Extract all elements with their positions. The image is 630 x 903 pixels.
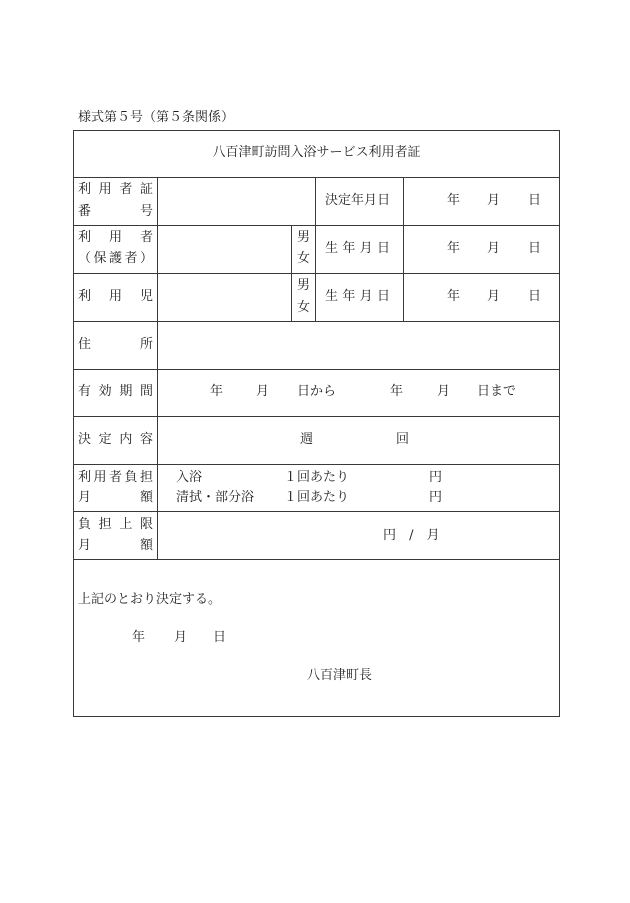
label-char: 上 bbox=[119, 517, 133, 532]
validity-from-year: 年 bbox=[210, 384, 224, 399]
label-char: 決 bbox=[78, 432, 92, 447]
label-char: 年 bbox=[351, 193, 365, 208]
label-char: ） bbox=[139, 251, 153, 266]
guardian-label bbox=[78, 251, 153, 267]
validity-period-label bbox=[78, 384, 153, 400]
label-char: 住 bbox=[78, 337, 92, 352]
copay-currency: 円 bbox=[429, 490, 443, 505]
label-char: 護 bbox=[108, 251, 122, 266]
label-char: 期 bbox=[119, 384, 133, 399]
user-birth-year: 年 bbox=[447, 241, 461, 256]
child-birth-year: 年 bbox=[447, 289, 461, 304]
certificate-number-label bbox=[78, 182, 153, 198]
copay-service: 清拭・部分浴 bbox=[176, 490, 255, 505]
column-divider bbox=[315, 177, 316, 321]
decision-statement: 上記のとおり決定する。 bbox=[78, 592, 222, 607]
label-char: 限 bbox=[139, 517, 153, 532]
decision-content-times: 回 bbox=[396, 432, 410, 447]
row-divider bbox=[73, 225, 560, 226]
label-char: 者 bbox=[124, 251, 138, 266]
issue-date-year: 年 bbox=[132, 630, 146, 645]
child-sex-male: 男 bbox=[297, 278, 311, 293]
label-char: 利 bbox=[78, 230, 92, 245]
user-label bbox=[78, 230, 153, 246]
label-char: 月 bbox=[359, 289, 373, 304]
row-divider bbox=[73, 369, 560, 370]
label-char: 決 bbox=[325, 193, 339, 208]
label-char: 保 bbox=[93, 251, 107, 266]
label-char: 容 bbox=[139, 432, 153, 447]
decision-date-month: 月 bbox=[487, 193, 501, 208]
label-char: 月 bbox=[78, 538, 92, 553]
label-char: 額 bbox=[139, 538, 153, 553]
copay-currency: 円 bbox=[429, 470, 443, 485]
user-copay-label bbox=[78, 470, 153, 486]
label-char: 用 bbox=[108, 230, 122, 245]
form-number: 様式第５号（第５条関係） bbox=[78, 110, 235, 125]
user-sex-male: 男 bbox=[297, 230, 311, 245]
row-divider bbox=[73, 464, 560, 465]
label-char: 生 bbox=[325, 241, 339, 256]
validity-to-month: 月 bbox=[437, 384, 451, 399]
address-label bbox=[78, 337, 153, 353]
label-char: 者 bbox=[108, 470, 122, 485]
label-char: 日 bbox=[376, 289, 390, 304]
label-char: 内 bbox=[119, 432, 133, 447]
label-char: 年 bbox=[342, 241, 356, 256]
label-char: 月 bbox=[364, 193, 378, 208]
issue-date-month: 月 bbox=[174, 630, 188, 645]
decision-content-week: 週 bbox=[300, 432, 314, 447]
child-birth-month: 月 bbox=[487, 289, 501, 304]
decision-date-label bbox=[325, 193, 390, 209]
label-char: 定 bbox=[338, 193, 352, 208]
validity-from-day: 日から bbox=[297, 384, 337, 399]
user-sex-female: 女 bbox=[297, 251, 311, 266]
issue-date-day: 日 bbox=[213, 630, 227, 645]
validity-to-day: 日まで bbox=[477, 384, 517, 399]
copay-unit: １回あたり bbox=[284, 470, 350, 485]
label-char: 用 bbox=[108, 289, 122, 304]
sex-column-divider bbox=[291, 225, 292, 321]
label-char: 定 bbox=[98, 432, 112, 447]
user-birth-day: 日 bbox=[528, 241, 542, 256]
row-divider bbox=[73, 559, 560, 560]
issuer-name: 八百津町長 bbox=[307, 668, 373, 683]
label-char: 負 bbox=[124, 470, 138, 485]
row-divider bbox=[73, 177, 560, 178]
label-char: 月 bbox=[78, 490, 92, 505]
label-char: 担 bbox=[139, 470, 153, 485]
form-title: 八百津町訪問入浴サービス利用者証 bbox=[212, 145, 421, 160]
label-char: 日 bbox=[377, 193, 391, 208]
certificate-number-label-2 bbox=[78, 204, 153, 220]
label-char: 者 bbox=[119, 182, 133, 197]
monthly-cap-label bbox=[78, 517, 153, 533]
copay-unit: １回あたり bbox=[284, 490, 350, 505]
label-char: 者 bbox=[139, 230, 153, 245]
row-divider bbox=[73, 273, 560, 274]
label-char: 間 bbox=[139, 384, 153, 399]
label-char: 日 bbox=[376, 241, 390, 256]
validity-to-year: 年 bbox=[390, 384, 404, 399]
label-char: 効 bbox=[98, 384, 112, 399]
label-char: 用 bbox=[93, 470, 107, 485]
column-divider bbox=[403, 177, 404, 321]
label-char: 年 bbox=[342, 289, 356, 304]
label-char: 利 bbox=[78, 470, 92, 485]
row-divider bbox=[73, 321, 560, 322]
decision-content-label bbox=[78, 432, 153, 448]
label-char: 利 bbox=[78, 182, 92, 197]
monthly-cap-unit: 円 / 月 bbox=[383, 528, 440, 543]
row-divider bbox=[73, 416, 560, 417]
label-char: 負 bbox=[78, 517, 92, 532]
label-char: 月 bbox=[359, 241, 373, 256]
label-char: 証 bbox=[139, 182, 153, 197]
user-birth-month: 月 bbox=[487, 241, 501, 256]
label-char: 用 bbox=[98, 182, 112, 197]
child-label bbox=[78, 289, 153, 305]
label-column-divider bbox=[157, 177, 158, 559]
copay-service: 入浴 bbox=[176, 470, 203, 485]
decision-date-day: 日 bbox=[528, 193, 542, 208]
label-char: 利 bbox=[78, 289, 92, 304]
child-sex-female: 女 bbox=[297, 300, 311, 315]
label-char: 番 bbox=[78, 204, 92, 219]
label-char: 所 bbox=[139, 337, 153, 352]
child-birth-date-label bbox=[325, 289, 390, 305]
user-birth-date-label bbox=[325, 241, 390, 257]
validity-from-month: 月 bbox=[256, 384, 270, 399]
label-char: 額 bbox=[139, 490, 153, 505]
child-birth-day: 日 bbox=[528, 289, 542, 304]
label-char: 有 bbox=[78, 384, 92, 399]
user-copay-label-2 bbox=[78, 490, 153, 506]
label-char: （ bbox=[78, 251, 92, 266]
label-char: 生 bbox=[325, 289, 339, 304]
row-divider bbox=[73, 511, 560, 512]
label-char: 児 bbox=[139, 289, 153, 304]
monthly-cap-label-2 bbox=[78, 538, 153, 554]
label-char: 担 bbox=[98, 517, 112, 532]
decision-date-year: 年 bbox=[447, 193, 461, 208]
label-char: 号 bbox=[139, 204, 153, 219]
